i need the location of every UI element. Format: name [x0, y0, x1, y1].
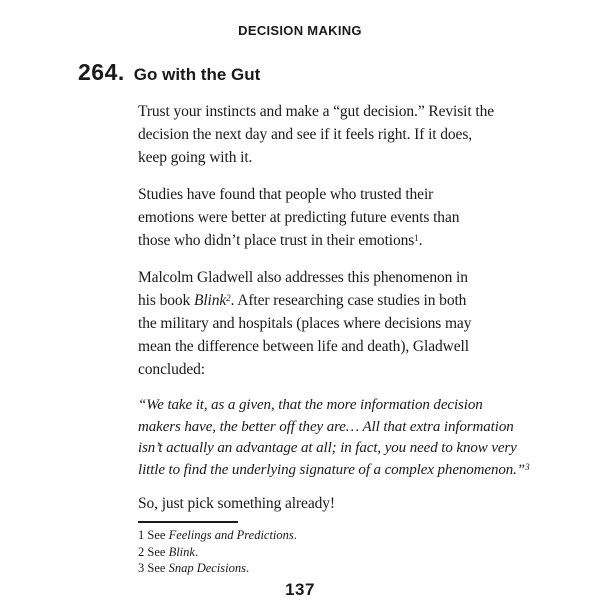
footnote-divider: [138, 521, 238, 523]
text-run: decision the next day and see if it feels right. If it does,: [138, 126, 473, 143]
footnote-ref: 3: [525, 461, 530, 472]
page-number: 137: [285, 579, 315, 599]
paragraph-1: [138, 100, 558, 169]
text-run: Snap Decisions: [168, 561, 246, 575]
entry-number: 264.: [78, 59, 125, 85]
text-run: “We take it, as a given, that the more information decision: [138, 397, 483, 413]
body-text: [138, 100, 558, 515]
footnote-1: [138, 527, 558, 544]
entry-title: Go with the Gut: [133, 65, 261, 84]
text-run: the military and hospitals (places where decisions may: [138, 315, 472, 332]
text-run: those who didn’t place trust in their emotions: [138, 232, 415, 249]
footnotes: [138, 521, 558, 577]
text-run: . After researching case studies in both: [230, 292, 467, 309]
paragraph-2: [138, 183, 558, 252]
entry-heading: [78, 59, 600, 86]
text-run: Feelings and Predictions: [168, 528, 294, 542]
text-run: Studies have found that people who trusted their: [138, 186, 434, 203]
text-run: .: [246, 561, 250, 575]
text-run: little to find the underlying signature of a complex phenomenon.”: [138, 461, 526, 478]
text-run: .: [418, 232, 423, 249]
text-run: Blink: [168, 544, 195, 559]
footnote-ref: 1: [414, 233, 419, 243]
text-run: concluded:: [138, 361, 206, 378]
text-run: 2 See: [138, 544, 169, 559]
text-run: emotions were better at predicting future events than: [138, 209, 460, 226]
text-run: Trust your instincts and make a “gut decision.” Revisit the: [138, 103, 495, 120]
text-run: Malcolm Gladwell also addresses this phenomenon in: [138, 269, 468, 286]
text-run: his book: [138, 292, 194, 309]
text-run: isn’t actually an advantage at all; in fact, you need to know very: [138, 440, 517, 456]
paragraph-3: [138, 266, 558, 381]
footnote-ref: 2: [226, 293, 231, 303]
running-head: DECISION MAKING: [238, 23, 362, 38]
text-run: 3 See: [138, 561, 169, 575]
text-run: .: [194, 544, 199, 559]
closing-line: [138, 492, 558, 515]
text-run: .: [293, 528, 297, 542]
text-run: 1 See: [138, 528, 169, 542]
footnote-3: [138, 560, 558, 577]
text-run: Blink: [193, 292, 227, 309]
text-run: keep going with it.: [138, 149, 253, 166]
block-quote: [138, 395, 558, 481]
footnote-2: [138, 544, 558, 561]
text-run: mean the difference between life and death), Gladwell: [138, 338, 469, 355]
text-run: makers have, the better off they are… All that extra information: [138, 418, 514, 435]
text-run: So, just pick something already!: [138, 495, 335, 512]
